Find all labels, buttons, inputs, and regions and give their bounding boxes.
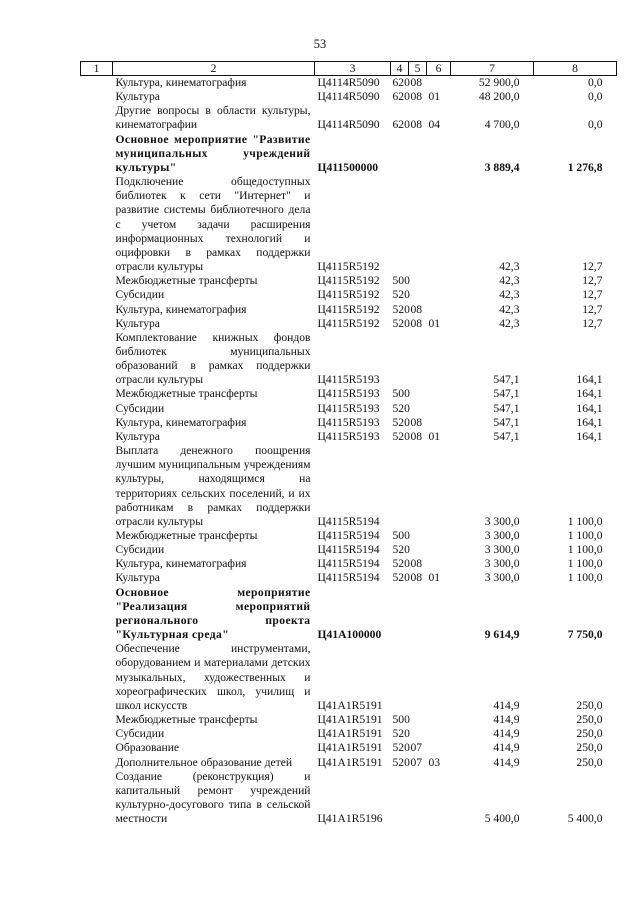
target-code: Ц4114R5090 xyxy=(317,118,380,132)
item-name xyxy=(113,331,315,388)
subsection-code xyxy=(427,444,451,529)
row-number-cell xyxy=(81,444,113,529)
item-name xyxy=(113,430,315,444)
item-name xyxy=(113,104,315,132)
section-code xyxy=(409,288,427,302)
target-code: Ц4114R5090 xyxy=(317,90,380,104)
target-code: Ц41А1R5191 xyxy=(317,713,383,727)
column-header: 5 xyxy=(409,62,427,76)
item-name-text: Субсидии xyxy=(115,288,165,302)
target-code: Ц4115R5194 xyxy=(317,557,380,571)
item-name xyxy=(113,175,315,274)
item-name-text: Комплектование книжных фондов библиотек муниципальных образований в рамках поддержки отрасли культуры xyxy=(115,330,311,387)
target-code: Ц4115R5194 xyxy=(317,571,380,585)
expense-type: 500 xyxy=(392,274,410,288)
table-row xyxy=(81,543,617,557)
table-row xyxy=(81,430,617,444)
amount-year-2: 164,1 xyxy=(576,387,603,401)
subsection-code xyxy=(427,76,451,91)
item-name xyxy=(113,317,315,331)
table-row xyxy=(81,571,617,585)
row-number-cell xyxy=(81,175,113,274)
item-name-text: Культура, кинематография xyxy=(115,557,247,571)
row-number-cell xyxy=(81,529,113,543)
expense-type xyxy=(391,586,409,643)
amount-year-1: 547,1 xyxy=(493,429,520,443)
amount-year-1: 414,9 xyxy=(493,755,520,769)
expense-type xyxy=(391,770,409,827)
item-name-text: Основное мероприятие "Реализация мероприятий регионального проекта "Культурная среда" xyxy=(115,585,311,642)
target-code: Ц41А1R5191 xyxy=(317,698,383,712)
target-code: Ц4115R5194 xyxy=(317,543,380,557)
row-number-cell xyxy=(81,557,113,571)
item-name xyxy=(113,642,315,713)
row-number-cell xyxy=(81,90,113,104)
target-code: Ц41А1R5191 xyxy=(317,741,383,755)
section-code: 08 xyxy=(410,557,423,571)
amount-year-2: 250,0 xyxy=(576,713,603,727)
target-code: Ц41А1R5196 xyxy=(317,812,383,826)
amount-year-2: 12,7 xyxy=(582,288,603,302)
row-number-cell xyxy=(81,288,113,302)
expense-type: 520 xyxy=(392,727,410,741)
subsection-code: 01 xyxy=(428,90,441,104)
subsection-code: 01 xyxy=(428,316,441,330)
section-code: 07 xyxy=(410,741,423,755)
subsection-code xyxy=(427,642,451,713)
section-code xyxy=(409,713,427,727)
amount-year-2: 0,0 xyxy=(588,118,603,132)
item-name xyxy=(113,543,315,557)
item-name xyxy=(113,770,315,827)
table-row xyxy=(81,90,617,104)
subsection-code xyxy=(427,770,451,827)
item-name-text: Культура, кинематография xyxy=(115,415,247,429)
expense-type: 620 xyxy=(392,90,410,104)
table-row xyxy=(81,402,617,416)
expense-type xyxy=(391,642,409,713)
table-row xyxy=(81,317,617,331)
expense-type: 620 xyxy=(392,118,410,132)
table-row xyxy=(81,416,617,430)
amount-year-1: 3 300,0 xyxy=(484,529,520,542)
column-header: 7 xyxy=(451,62,534,76)
target-code: Ц41А1R5191 xyxy=(317,727,383,741)
expense-type: 500 xyxy=(392,713,410,727)
amount-year-1: 414,9 xyxy=(493,698,520,712)
row-number-cell xyxy=(81,317,113,331)
subsection-code xyxy=(427,303,451,317)
column-header: 2 xyxy=(113,62,315,76)
expense-type: 520 xyxy=(392,543,410,557)
target-code: Ц41А100000 xyxy=(317,628,382,642)
item-name-text: Межбюджетные трансферты xyxy=(115,529,258,542)
expense-type: 520 xyxy=(392,741,410,755)
target-code: Ц4115R5193 xyxy=(317,373,380,387)
table-row xyxy=(81,642,617,713)
table-row xyxy=(81,104,617,132)
row-number-cell xyxy=(81,303,113,317)
amount-year-2: 164,1 xyxy=(576,373,603,387)
item-name xyxy=(113,303,315,317)
amount-year-2: 12,7 xyxy=(582,316,603,330)
item-name xyxy=(113,416,315,430)
target-code: Ц4115R5193 xyxy=(317,415,380,429)
subsection-code: 01 xyxy=(428,429,441,443)
amount-year-2: 164,1 xyxy=(576,401,603,415)
subsection-code xyxy=(427,543,451,557)
expense-type: 520 xyxy=(392,288,410,302)
table-row xyxy=(81,557,617,571)
amount-year-2: 12,7 xyxy=(582,274,603,288)
amount-year-2: 1 100,0 xyxy=(567,529,603,542)
item-name-text: Культура xyxy=(115,316,160,330)
item-name xyxy=(113,741,315,755)
item-name-text: Обеспечение инструментами, оборудованием и материалами детских музыкальных, художественных и хореографических школ, училищ и школ искусств xyxy=(115,642,311,712)
amount-year-1: 3 300,0 xyxy=(484,514,520,528)
section-code xyxy=(409,529,427,543)
subsection-code xyxy=(427,741,451,755)
item-name-text: Субсидии xyxy=(115,543,165,557)
amount-year-1: 3 889,4 xyxy=(484,160,520,174)
column-header: 8 xyxy=(534,62,617,76)
section-code xyxy=(409,444,427,529)
item-name xyxy=(113,529,315,543)
item-name xyxy=(113,571,315,585)
amount-year-1: 4 700,0 xyxy=(484,118,520,132)
amount-year-2: 250,0 xyxy=(576,741,603,755)
amount-year-1: 547,1 xyxy=(493,415,520,429)
table-header-row xyxy=(81,62,617,76)
expense-type xyxy=(391,133,409,175)
amount-year-1: 42,3 xyxy=(499,316,520,330)
item-name-text: Выплата денежного поощрения лучшим муниципальным учреждениям культуры, находящимся на территориях сельских поселений, и их работникам в рамках поддержки отрасли культуры xyxy=(115,444,311,528)
section-code xyxy=(409,133,427,175)
section-code xyxy=(409,274,427,288)
table-row xyxy=(81,76,617,91)
item-name xyxy=(113,76,315,91)
expense-type: 520 xyxy=(392,401,410,415)
amount-year-2: 0,0 xyxy=(588,76,603,89)
table-row xyxy=(81,133,617,175)
item-name xyxy=(113,756,315,770)
section-code xyxy=(409,642,427,713)
target-code: Ц4115R5192 xyxy=(317,274,380,288)
amount-year-2: 1 100,0 xyxy=(567,557,603,571)
amount-year-1: 547,1 xyxy=(493,387,520,401)
section-code: 08 xyxy=(410,76,423,89)
item-name xyxy=(113,288,315,302)
subsection-code xyxy=(427,529,451,543)
expense-type: 620 xyxy=(392,76,410,89)
item-name-text: Культура, кинематография xyxy=(115,302,247,316)
subsection-code xyxy=(427,727,451,741)
subsection-code: 01 xyxy=(428,571,441,585)
amount-year-1: 9 614,9 xyxy=(484,628,520,642)
section-code: 08 xyxy=(410,415,423,429)
section-code: 08 xyxy=(410,429,423,443)
amount-year-2: 164,1 xyxy=(576,415,603,429)
table-body xyxy=(81,76,617,827)
amount-year-1: 547,1 xyxy=(493,373,520,387)
table-row xyxy=(81,303,617,317)
row-number-cell xyxy=(81,331,113,388)
budget-table xyxy=(80,61,617,826)
target-code: Ц4115R5193 xyxy=(317,429,380,443)
expense-type: 520 xyxy=(392,557,410,571)
amount-year-1: 48 200,0 xyxy=(478,90,520,104)
item-name-text: Создание (реконструкция) и капитальный ремонт учреждений культурно-досугового типа в сельской местности xyxy=(115,769,311,826)
section-code xyxy=(409,727,427,741)
amount-year-2: 7 750,0 xyxy=(567,628,603,642)
item-name xyxy=(113,387,315,401)
row-number-cell xyxy=(81,756,113,770)
amount-year-2: 12,7 xyxy=(582,260,603,274)
expense-type: 520 xyxy=(392,429,410,443)
amount-year-1: 52 900,0 xyxy=(478,76,520,89)
section-code: 08 xyxy=(410,90,423,104)
section-code: 07 xyxy=(410,755,423,769)
amount-year-2: 0,0 xyxy=(588,90,603,104)
amount-year-1: 414,9 xyxy=(493,727,520,741)
item-name xyxy=(113,90,315,104)
amount-year-2: 250,0 xyxy=(576,727,603,741)
subsection-code xyxy=(427,331,451,388)
item-name-text: Субсидии xyxy=(115,727,165,741)
item-name xyxy=(113,557,315,571)
item-name-text: Дополнительное образование детей xyxy=(115,755,293,769)
target-code: Ц41А1R5191 xyxy=(317,755,383,769)
subsection-code xyxy=(427,387,451,401)
subsection-code: 03 xyxy=(428,755,441,769)
item-name-text: Субсидии xyxy=(115,401,165,415)
target-code: Ц4114R5090 xyxy=(317,76,380,89)
subsection-code xyxy=(427,557,451,571)
item-name xyxy=(113,133,315,175)
target-code: Ц411500000 xyxy=(317,160,379,174)
item-name-text: Подключение общедоступных библиотек к сети "Интернет" и развитие системы библиотечного дела с учетом задачи расширения информационных технологий и оцифровки в рамках поддержки отрасли культуры xyxy=(115,175,311,274)
row-number-cell xyxy=(81,387,113,401)
row-number-cell xyxy=(81,586,113,643)
section-code: 08 xyxy=(410,118,423,132)
amount-year-1: 3 300,0 xyxy=(484,571,520,585)
section-code xyxy=(409,543,427,557)
row-number-cell xyxy=(81,727,113,741)
subsection-code xyxy=(427,416,451,430)
amount-year-1: 414,9 xyxy=(493,713,520,727)
table-row xyxy=(81,529,617,543)
table-row xyxy=(81,175,617,274)
page-number: 53 xyxy=(313,37,327,51)
expense-type: 520 xyxy=(392,302,410,316)
expense-type xyxy=(391,444,409,529)
amount-year-2: 250,0 xyxy=(576,698,603,712)
row-number-cell xyxy=(81,642,113,713)
amount-year-1: 42,3 xyxy=(499,260,520,274)
target-code: Ц4115R5192 xyxy=(317,302,380,316)
expense-type xyxy=(391,331,409,388)
section-code xyxy=(409,586,427,643)
row-number-cell xyxy=(81,402,113,416)
section-code xyxy=(409,175,427,274)
target-code: Ц4115R5194 xyxy=(317,514,380,528)
section-code: 08 xyxy=(410,316,423,330)
amount-year-2: 1 276,8 xyxy=(567,160,603,174)
amount-year-1: 5 400,0 xyxy=(484,812,520,826)
item-name xyxy=(113,713,315,727)
item-name xyxy=(113,727,315,741)
amount-year-2: 164,1 xyxy=(576,429,603,443)
item-name xyxy=(113,402,315,416)
subsection-code xyxy=(427,274,451,288)
table-row xyxy=(81,444,617,529)
amount-year-2: 1 100,0 xyxy=(567,543,603,557)
target-code: Ц4115R5192 xyxy=(317,316,380,330)
row-number-cell xyxy=(81,571,113,585)
amount-year-1: 42,3 xyxy=(499,274,520,288)
subsection-code xyxy=(427,586,451,643)
table-row xyxy=(81,713,617,727)
amount-year-2: 5 400,0 xyxy=(567,812,603,826)
amount-year-1: 3 300,0 xyxy=(484,557,520,571)
section-code xyxy=(409,387,427,401)
item-name-text: Культура xyxy=(115,571,160,585)
item-name-text: Культура xyxy=(115,90,160,104)
target-code: Ц4115R5192 xyxy=(317,260,380,274)
expense-type: 520 xyxy=(392,316,410,330)
target-code: Ц4115R5193 xyxy=(317,401,380,415)
row-number-cell xyxy=(81,741,113,755)
row-number-cell xyxy=(81,713,113,727)
expense-type: 520 xyxy=(392,571,410,585)
column-header: 4 xyxy=(391,62,409,76)
target-code: Ц4115R5194 xyxy=(317,529,380,542)
amount-year-2: 1 100,0 xyxy=(567,571,603,585)
item-name xyxy=(113,586,315,643)
row-number-cell xyxy=(81,430,113,444)
table-row xyxy=(81,586,617,643)
table-row xyxy=(81,387,617,401)
row-number-cell xyxy=(81,543,113,557)
amount-year-2: 12,7 xyxy=(582,302,603,316)
target-code: Ц4115R5193 xyxy=(317,387,380,401)
item-name-text: Межбюджетные трансферты xyxy=(115,713,258,727)
amount-year-1: 3 300,0 xyxy=(484,543,520,557)
row-number-cell xyxy=(81,770,113,827)
table-row xyxy=(81,741,617,755)
subsection-code: 04 xyxy=(428,118,441,132)
amount-year-1: 547,1 xyxy=(493,401,520,415)
section-code: 08 xyxy=(410,571,423,585)
table-row xyxy=(81,274,617,288)
column-header: 3 xyxy=(315,62,391,76)
table-row xyxy=(81,727,617,741)
item-name xyxy=(113,444,315,529)
subsection-code xyxy=(427,175,451,274)
subsection-code xyxy=(427,288,451,302)
expense-type: 500 xyxy=(392,387,410,401)
item-name-text: Основное мероприятие "Развитие муниципальных учреждений культуры" xyxy=(115,132,311,174)
item-name-text: Другие вопросы в области культуры, кинематографии xyxy=(115,104,311,132)
table-row xyxy=(81,331,617,388)
amount-year-2: 250,0 xyxy=(576,755,603,769)
column-header: 6 xyxy=(427,62,451,76)
subsection-code xyxy=(427,402,451,416)
row-number-cell xyxy=(81,416,113,430)
item-name-text: Образование xyxy=(115,741,180,755)
row-number-cell xyxy=(81,104,113,132)
amount-year-1: 414,9 xyxy=(493,741,520,755)
item-name xyxy=(113,274,315,288)
expense-type xyxy=(391,175,409,274)
item-name-text: Культура, кинематография xyxy=(115,76,247,89)
expense-type: 520 xyxy=(392,755,410,769)
row-number-cell xyxy=(81,76,113,91)
subsection-code xyxy=(427,713,451,727)
expense-type: 500 xyxy=(392,529,410,542)
table-row xyxy=(81,770,617,827)
target-code: Ц4115R5192 xyxy=(317,288,380,302)
expense-type: 520 xyxy=(392,415,410,429)
item-name-text: Культура xyxy=(115,429,160,443)
table-row xyxy=(81,288,617,302)
row-number-cell xyxy=(81,274,113,288)
section-code: 08 xyxy=(410,302,423,316)
column-header: 1 xyxy=(81,62,113,76)
table-row xyxy=(81,756,617,770)
amount-year-1: 42,3 xyxy=(499,288,520,302)
row-number-cell xyxy=(81,133,113,175)
amount-year-1: 42,3 xyxy=(499,302,520,316)
section-code xyxy=(409,402,427,416)
item-name-text: Межбюджетные трансферты xyxy=(115,387,258,401)
section-code xyxy=(409,331,427,388)
item-name-text: Межбюджетные трансферты xyxy=(115,274,258,288)
amount-year-2: 1 100,0 xyxy=(567,514,603,528)
section-code xyxy=(409,770,427,827)
subsection-code xyxy=(427,133,451,175)
